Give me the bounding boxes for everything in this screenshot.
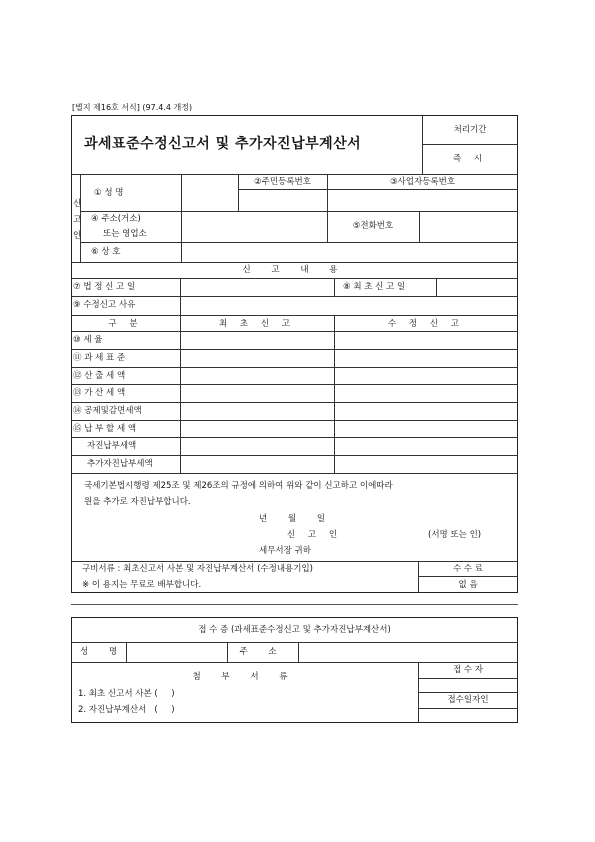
phone-label: ⑤전화번호	[352, 221, 394, 231]
addressee: 세무서장 귀하	[259, 546, 311, 556]
declaration-date: 년 월 일	[259, 514, 335, 524]
receipt-name-label: 성 명	[80, 647, 127, 657]
declaration-line-1: 국세기본법시행령 제25조 및 제26조의 규정에 의하여 위와 같이 신고하고 이에따라	[84, 481, 393, 491]
initial-date-field[interactable]	[437, 279, 517, 295]
reporter-label: 신 고 인	[287, 530, 343, 540]
row-label-tax-base: ⑪ 과 세 표 준	[73, 353, 126, 363]
row-label-self-payment: 자진납부세액	[87, 441, 137, 451]
address-field[interactable]	[182, 212, 326, 241]
brn-label: ③사업자등록번호	[389, 177, 456, 187]
form-title: 과세표준수정신고서 및 추가자진납부계산서	[84, 136, 362, 152]
processing-period-value: 즉 시	[452, 154, 488, 164]
receiver-label: 접 수 자	[452, 665, 484, 675]
table-header-revised: 수 정 신 고	[388, 319, 464, 329]
brn-field[interactable]	[328, 190, 517, 210]
receipt-address-label: 주 소	[239, 647, 286, 657]
table-col-divider-2	[334, 315, 335, 473]
correction-reason-field[interactable]	[181, 297, 517, 314]
report-section-title: 신 고 내 용	[242, 265, 347, 275]
phone-field[interactable]	[420, 212, 517, 241]
applicant-group-char-3: 인	[73, 231, 82, 241]
row-label-additional-self-payment: 추가자진납부세액	[87, 459, 153, 469]
correction-reason-label: ⑨ 수정신고 사유	[73, 300, 136, 310]
row-label-additional-tax: ⑬ 가 산 세 액	[73, 388, 126, 398]
free-distribution-note: ※ 이 용지는 무료로 배부합니다.	[82, 580, 202, 590]
cut-line	[71, 604, 518, 605]
required-documents: 구비서류 : 최초신고서 사본 및 자진납부계산서 (수정내용기입)	[82, 564, 313, 574]
form-number-note: [별지 제16호 서식] (97.4.4 개정)	[72, 103, 193, 112]
row-label-tax-rate: ⑩ 세 율	[73, 335, 103, 345]
attachment-2: 2. 자진납부계산서 ( )	[78, 705, 175, 715]
address-label-line2: 또는 영업소	[103, 229, 147, 239]
signature-label: (서명 또는 인)	[428, 530, 482, 540]
statutory-date-label: ⑦ 법 정 신 고 일	[73, 282, 136, 292]
applicant-group-char-1: 신	[73, 199, 82, 209]
name-field[interactable]	[182, 175, 237, 210]
receipt-name-field[interactable]	[127, 643, 226, 661]
row-label-computed-tax: ⑫ 산 출 세 액	[73, 371, 126, 381]
attachments-title: 첨 부 서 류	[192, 672, 297, 682]
address-label-line1: ④ 주소(거소)	[91, 214, 141, 224]
fee-label: 수 수 료	[452, 564, 484, 574]
declaration-line-2: 원을 추가로 자진납부합니다.	[84, 497, 191, 507]
trade-name-field[interactable]	[182, 243, 517, 261]
applicant-group-char-2: 고	[73, 215, 82, 225]
receipt-date-stamp-label: 접수일자인	[447, 695, 489, 705]
row-label-deductions: ⑭ 공제및감면세액	[73, 406, 142, 416]
processing-period-label: 처리기간	[453, 125, 487, 135]
fee-value: 없 음	[458, 580, 478, 590]
attachment-1: 1. 최초 신고서 사본 ( )	[78, 689, 175, 699]
trade-name-label: ⑥ 상 호	[91, 247, 121, 257]
rrn-field[interactable]	[239, 190, 326, 210]
table-col-divider-1	[180, 315, 181, 473]
receipt-address-field[interactable]	[299, 643, 517, 661]
initial-date-label: ⑧ 최 초 신 고 일	[343, 282, 406, 292]
table-header-initial: 최 초 신 고	[219, 319, 295, 329]
name-label: ① 성 명	[94, 188, 124, 198]
table-header-category: 구 분	[108, 319, 143, 329]
row-label-tax-payable: ⑮ 납 부 할 세 액	[73, 424, 137, 434]
statutory-date-field[interactable]	[181, 279, 333, 295]
rrn-label: ②주민등록번호	[254, 177, 311, 187]
receipt-title: 접 수 증 (과세표준수정신고 및 추가자진납부계산서)	[198, 625, 391, 635]
